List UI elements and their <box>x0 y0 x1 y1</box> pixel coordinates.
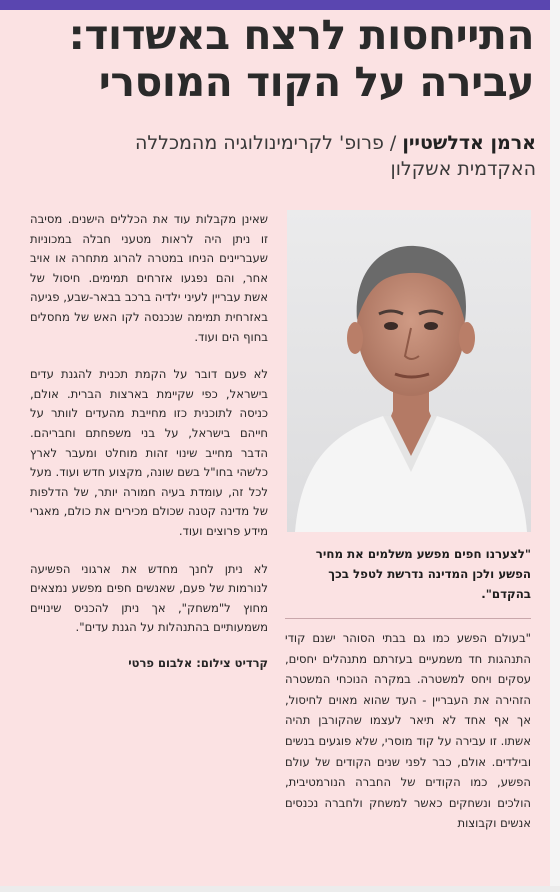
paragraph: "בעולם הפשע כמו גם בבתי הסוהר ישנם קודי התנהגות חד משמעיים בעזרתם מתנהלים יחסים, עסקים ויחס למשטרה. במקרה הנוכחי המשטרה הזהירה את העבריין - העד שהוא מאוים לחיסול, אך אף אחד לא תיאר לעצמו שהקורבן תהיה אשתו. זו עבירה על קוד מוסרי, שלא פוגעים בנשים ובילדים. אולם, כבר לפני שנים הקודים של עולם הפשע, כמו הקודים של החברה הנורמטיבית, הולכים ונשחקים כאשר למשחק ולחברה נכנסים אנשים וקבוצות <box>285 631 531 831</box>
page-edge <box>550 0 560 892</box>
divider <box>285 618 531 619</box>
headline-line-2: עבירה על הקוד המוסרי <box>98 58 534 106</box>
paragraph: לא ניתן לחנך מחדש את ארגוני הפשיעה לנורמות של פעם, שאנשים חפים מפשע נמצאים מחוץ ל"משחק", אך ניתן להכניס שינויים משמעותיים בהתנהלות על הגנת עדים". <box>30 561 268 635</box>
headline-line-1: התייחסות לרצח באשדוד: <box>68 11 534 59</box>
byline-line-1 <box>16 130 536 156</box>
author-title: / פרופ' לקרימינולוגיה מהמכללה <box>134 132 403 154</box>
top-accent-bar <box>0 0 560 10</box>
paragraph: שאינן מקבלות עוד את הכללים הישנים. מסיבה זו ניתן היה לראות מטעני חבלה במכוניות שעבריינים הניחו במטרה להרוג מתחרה או אויב אחר, והם נפגעו אזרחים תמימים. חיסול של אשת עבריין לעיני ילדיה ברכב בבאר-שבע, פגיעה באזרחית תמימה שנכנסה לקו האש של מחסלים בחוף הים ועוד. <box>30 212 268 344</box>
portrait-illustration <box>287 210 531 532</box>
byline <box>16 130 536 182</box>
pull-quote: "לצערנו חפים מפשע משלמים את מחיר הפשע ולכן המדינה נדרשת לטפל בכך בהקדם". <box>315 547 531 601</box>
right-column <box>285 628 531 834</box>
headline <box>19 12 534 106</box>
page-bottom-edge <box>0 886 560 892</box>
left-column <box>30 210 268 673</box>
author-portrait-photo <box>287 210 531 532</box>
photo-credit: קרדיט צילום: אלבום פרטי <box>128 655 268 670</box>
author-name: ארמן אדלשטיין <box>402 132 536 154</box>
author-institution: האקדמית אשקלון <box>390 158 536 180</box>
paragraph: לא פעם דובר על הקמת תכנית להגנת עדים בישראל, כפי שקיימת בארצות הברית. אולם, כניסה לתוכנית כזו מחייבת מהעדים לוותר על חייהם בישראל, על בני משפחתם וחבריהם. הדבר מחייב שינוי זהות מוחלט ומעבר לארץ כלשהי בחו"ל בשם שונה, מקצוע חדש ועוד. מעל לכל זה, עומדת בעיה חמורה יותר, של הדלפות של מדינה קטנה שכולם מכירים את כולם, מאגרי מידע פרוצים ועוד. <box>30 367 268 538</box>
